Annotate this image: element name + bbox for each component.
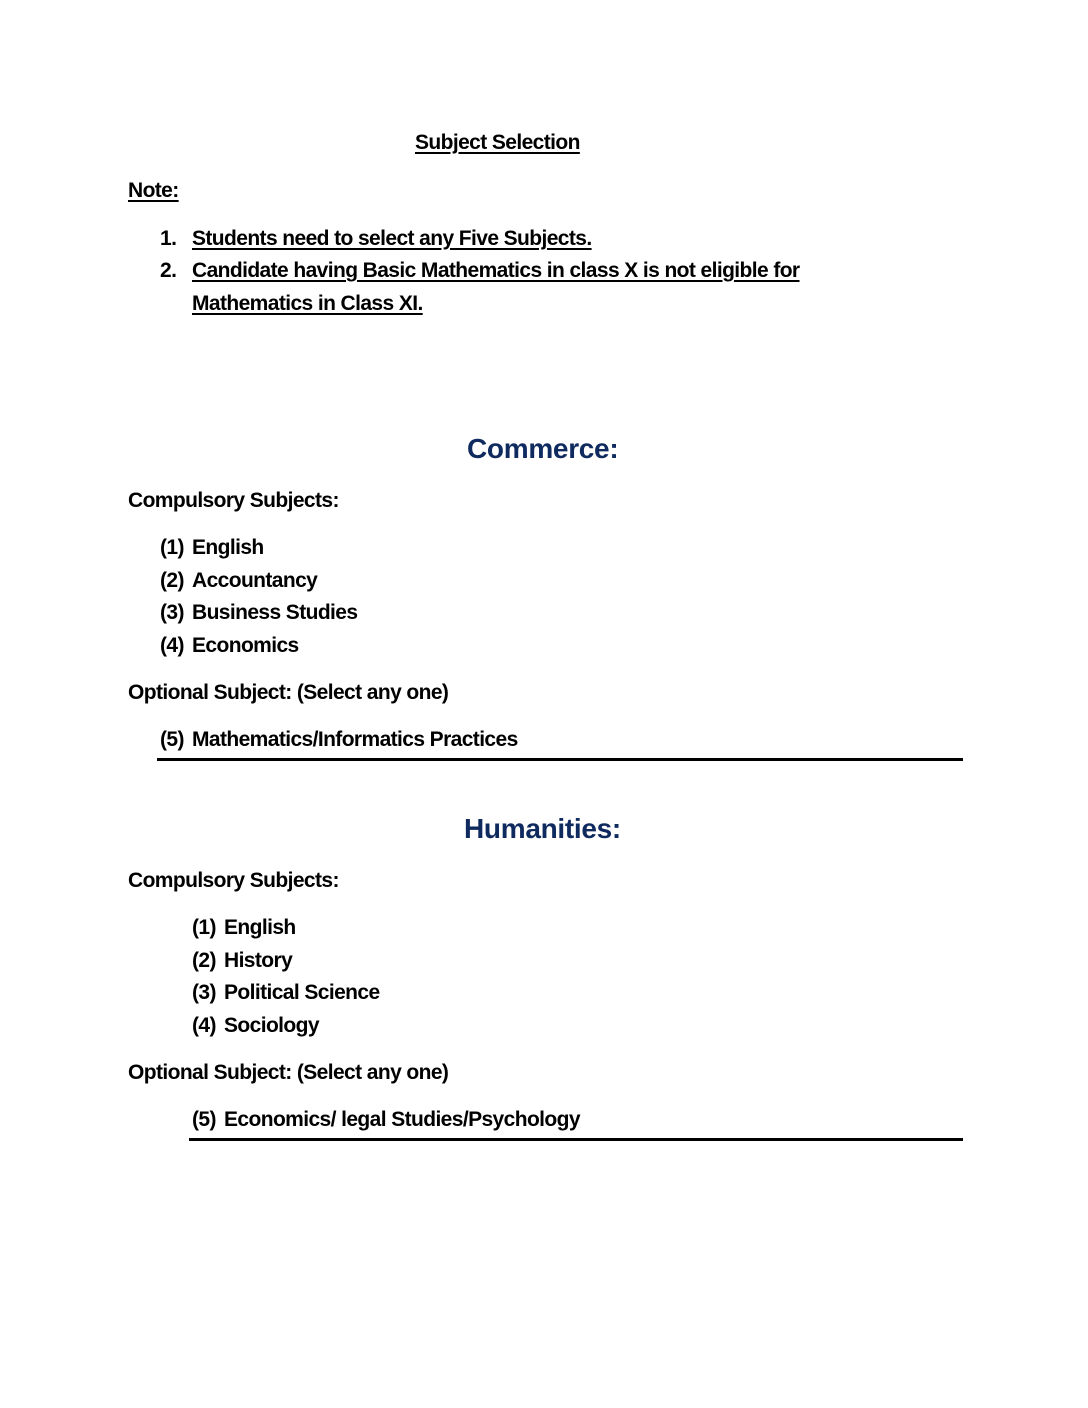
subject-number: (2) <box>160 569 184 592</box>
subject-number: (4) <box>192 1014 216 1037</box>
subject-item <box>160 536 264 560</box>
page-title: Subject Selection <box>415 131 580 154</box>
subject-number: (2) <box>192 949 216 972</box>
subject-name: Economics/ legal Studies/Psychology <box>224 1108 580 1131</box>
subject-name: English <box>192 536 264 559</box>
note-item-2 <box>160 259 800 283</box>
optional-subject-item <box>160 728 518 752</box>
subject-number: (3) <box>192 981 216 1004</box>
subject-number: (1) <box>160 536 184 559</box>
subject-name: Political Science <box>224 981 380 1004</box>
optional-label: Optional Subject: (Select any one) <box>128 1061 449 1084</box>
subject-name: Mathematics/Informatics Practices <box>192 728 518 751</box>
optional-subject-item <box>192 1108 580 1132</box>
compulsory-label: Compulsory Subjects: <box>128 869 339 892</box>
subject-number: (4) <box>160 634 184 657</box>
subject-item <box>192 1014 319 1038</box>
section-heading-humanities: Humanities: <box>464 813 621 844</box>
subject-number: (1) <box>192 916 216 939</box>
subject-name: English <box>224 916 296 939</box>
subject-name: Economics <box>192 634 299 657</box>
subject-item <box>192 981 380 1005</box>
subject-number: (5) <box>160 728 184 751</box>
subject-name: History <box>224 949 293 972</box>
subject-name: Business Studies <box>192 601 358 624</box>
subject-item <box>160 569 318 593</box>
note-item-text: Students need to select any Five Subjects. <box>192 227 592 250</box>
subject-item <box>192 916 296 940</box>
subject-item <box>160 601 358 625</box>
subject-number: (3) <box>160 601 184 624</box>
compulsory-label: Compulsory Subjects: <box>128 489 339 512</box>
subject-number: (5) <box>192 1108 216 1131</box>
note-label: Note: <box>128 179 179 202</box>
optional-label: Optional Subject: (Select any one) <box>128 681 449 704</box>
subject-item <box>192 949 293 973</box>
subject-name: Accountancy <box>192 569 318 592</box>
subject-item <box>160 634 299 658</box>
note-item-text: Candidate having Basic Mathematics in class X is not eligible for <box>192 259 800 282</box>
note-item-number: 1. <box>160 227 177 250</box>
note-item-1 <box>160 227 592 251</box>
note-item-number: 2. <box>160 259 177 282</box>
section-divider <box>157 758 963 761</box>
subject-name: Sociology <box>224 1014 319 1037</box>
note-item-2-continuation: Mathematics in Class XI. <box>192 292 423 315</box>
section-divider <box>189 1138 963 1141</box>
section-heading-commerce: Commerce: <box>467 433 619 464</box>
